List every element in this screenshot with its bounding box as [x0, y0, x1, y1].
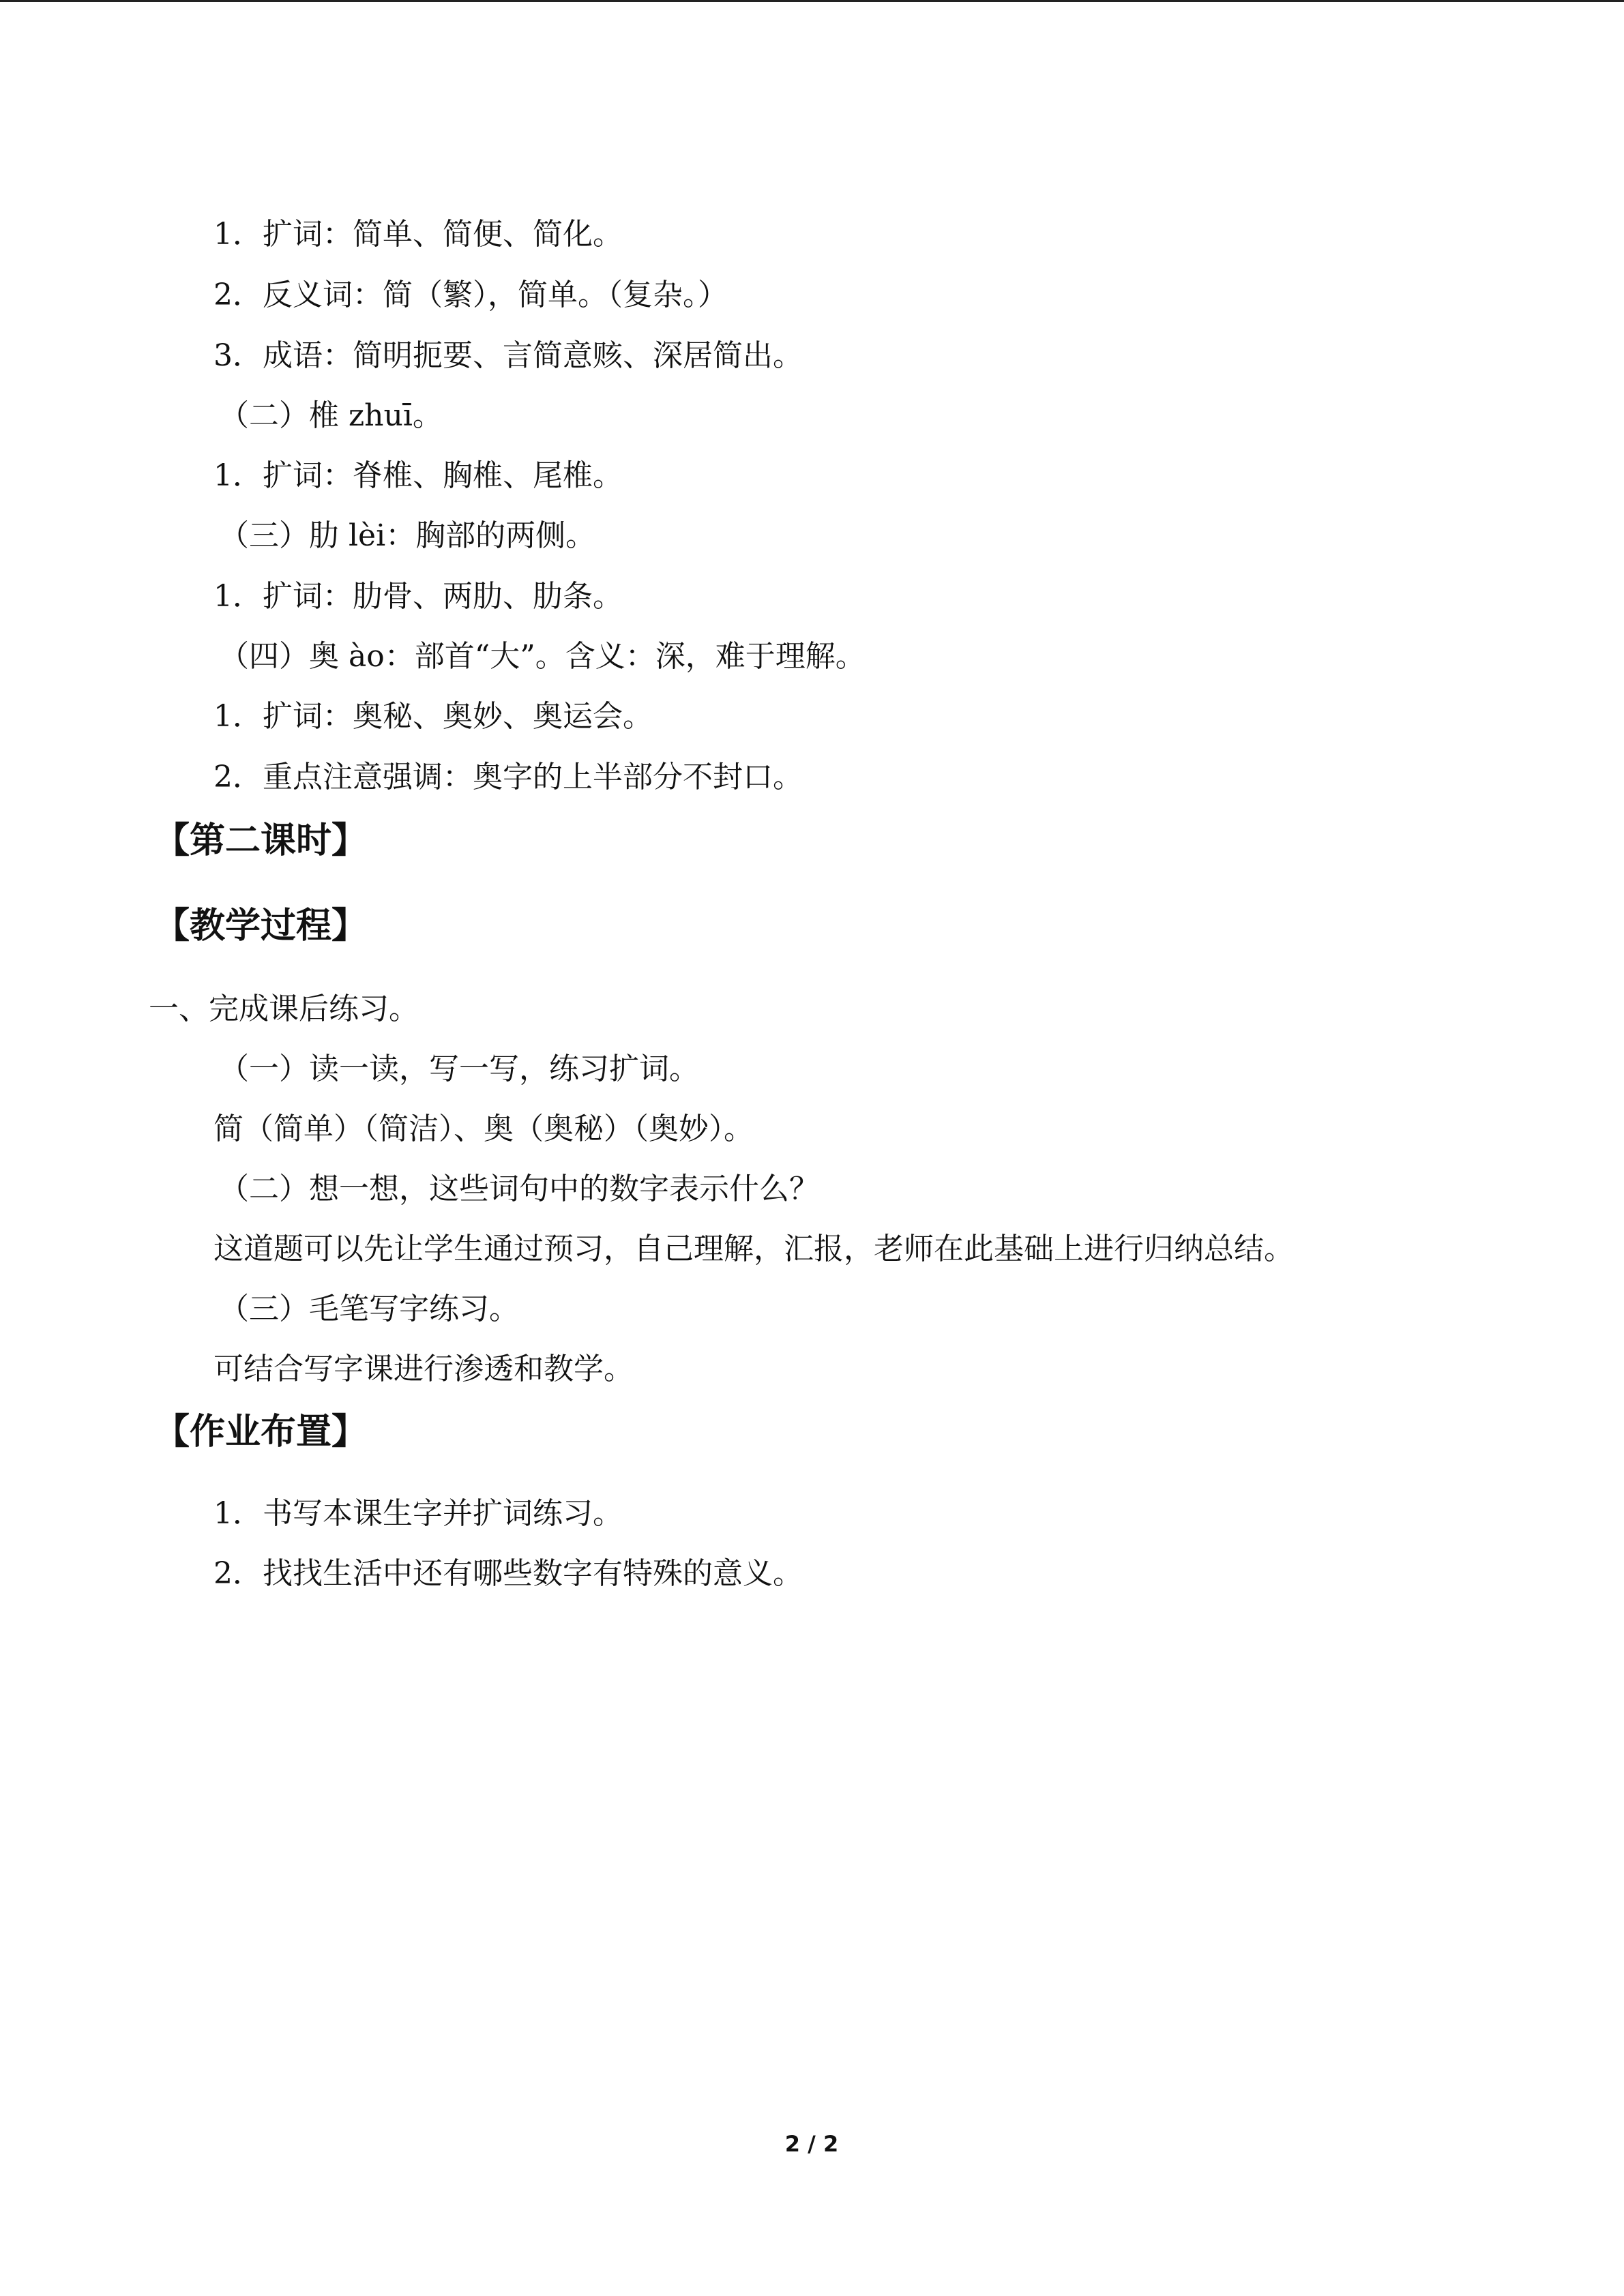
list-item: 1．扩词：奥秘、奥妙、奥运会。 — [213, 699, 653, 734]
list-item: 1．书写本课生字并扩词练习。 — [213, 1496, 623, 1531]
list-item: 1．扩词：简单、简便、简化。 — [213, 217, 623, 252]
subsection-title: （二）想一想，这些词句中的数字表示什么？ — [219, 1172, 819, 1206]
list-item: 2．重点注意强调：奥字的上半部分不封口。 — [213, 760, 803, 794]
list-item: 1．扩词：脊椎、胸椎、尾椎。 — [213, 458, 623, 493]
subsection-title: （四）奥 ào：部首“大”。含义：深，难于理解。 — [219, 639, 866, 674]
paragraph: 简（简单）（简洁）、奥（奥秘）（奥妙）。 — [213, 1112, 754, 1146]
subsection-title: （二）椎 zhuī。 — [219, 398, 443, 433]
paragraph: 这道题可以先让学生通过预习，自己理解，汇报，老师在此基础上进行归纳总结。 — [213, 1232, 1294, 1266]
paragraph: 可结合写字课进行渗透和教学。 — [213, 1352, 634, 1386]
subsection-title: （三）毛笔写字练习。 — [219, 1292, 519, 1326]
page-top-border — [0, 0, 1624, 2]
list-item: 2．找找生活中还有哪些数字有特殊的意义。 — [213, 1556, 803, 1591]
list-item: 3．成语：简明扼要、言简意赅、深居简出。 — [213, 338, 803, 373]
section-heading-teaching-process: 【教学过程】 — [154, 906, 368, 946]
subsection-title: （三）肋 lèi：胸部的两侧。 — [219, 518, 596, 553]
subsection-title: （一）读一读，写一写，练习扩词。 — [219, 1052, 699, 1086]
section-heading-second-lesson: 【第二课时】 — [154, 820, 368, 861]
section-heading-homework: 【作业布置】 — [154, 1412, 368, 1452]
list-item: 2．反义词：简（繁），简单。（复杂。） — [213, 278, 728, 312]
list-item: 1．扩词：肋骨、两肋、肋条。 — [213, 579, 623, 614]
page-number: 2 / 2 — [784, 2131, 839, 2157]
process-step: 一、完成课后练习。 — [149, 992, 419, 1026]
